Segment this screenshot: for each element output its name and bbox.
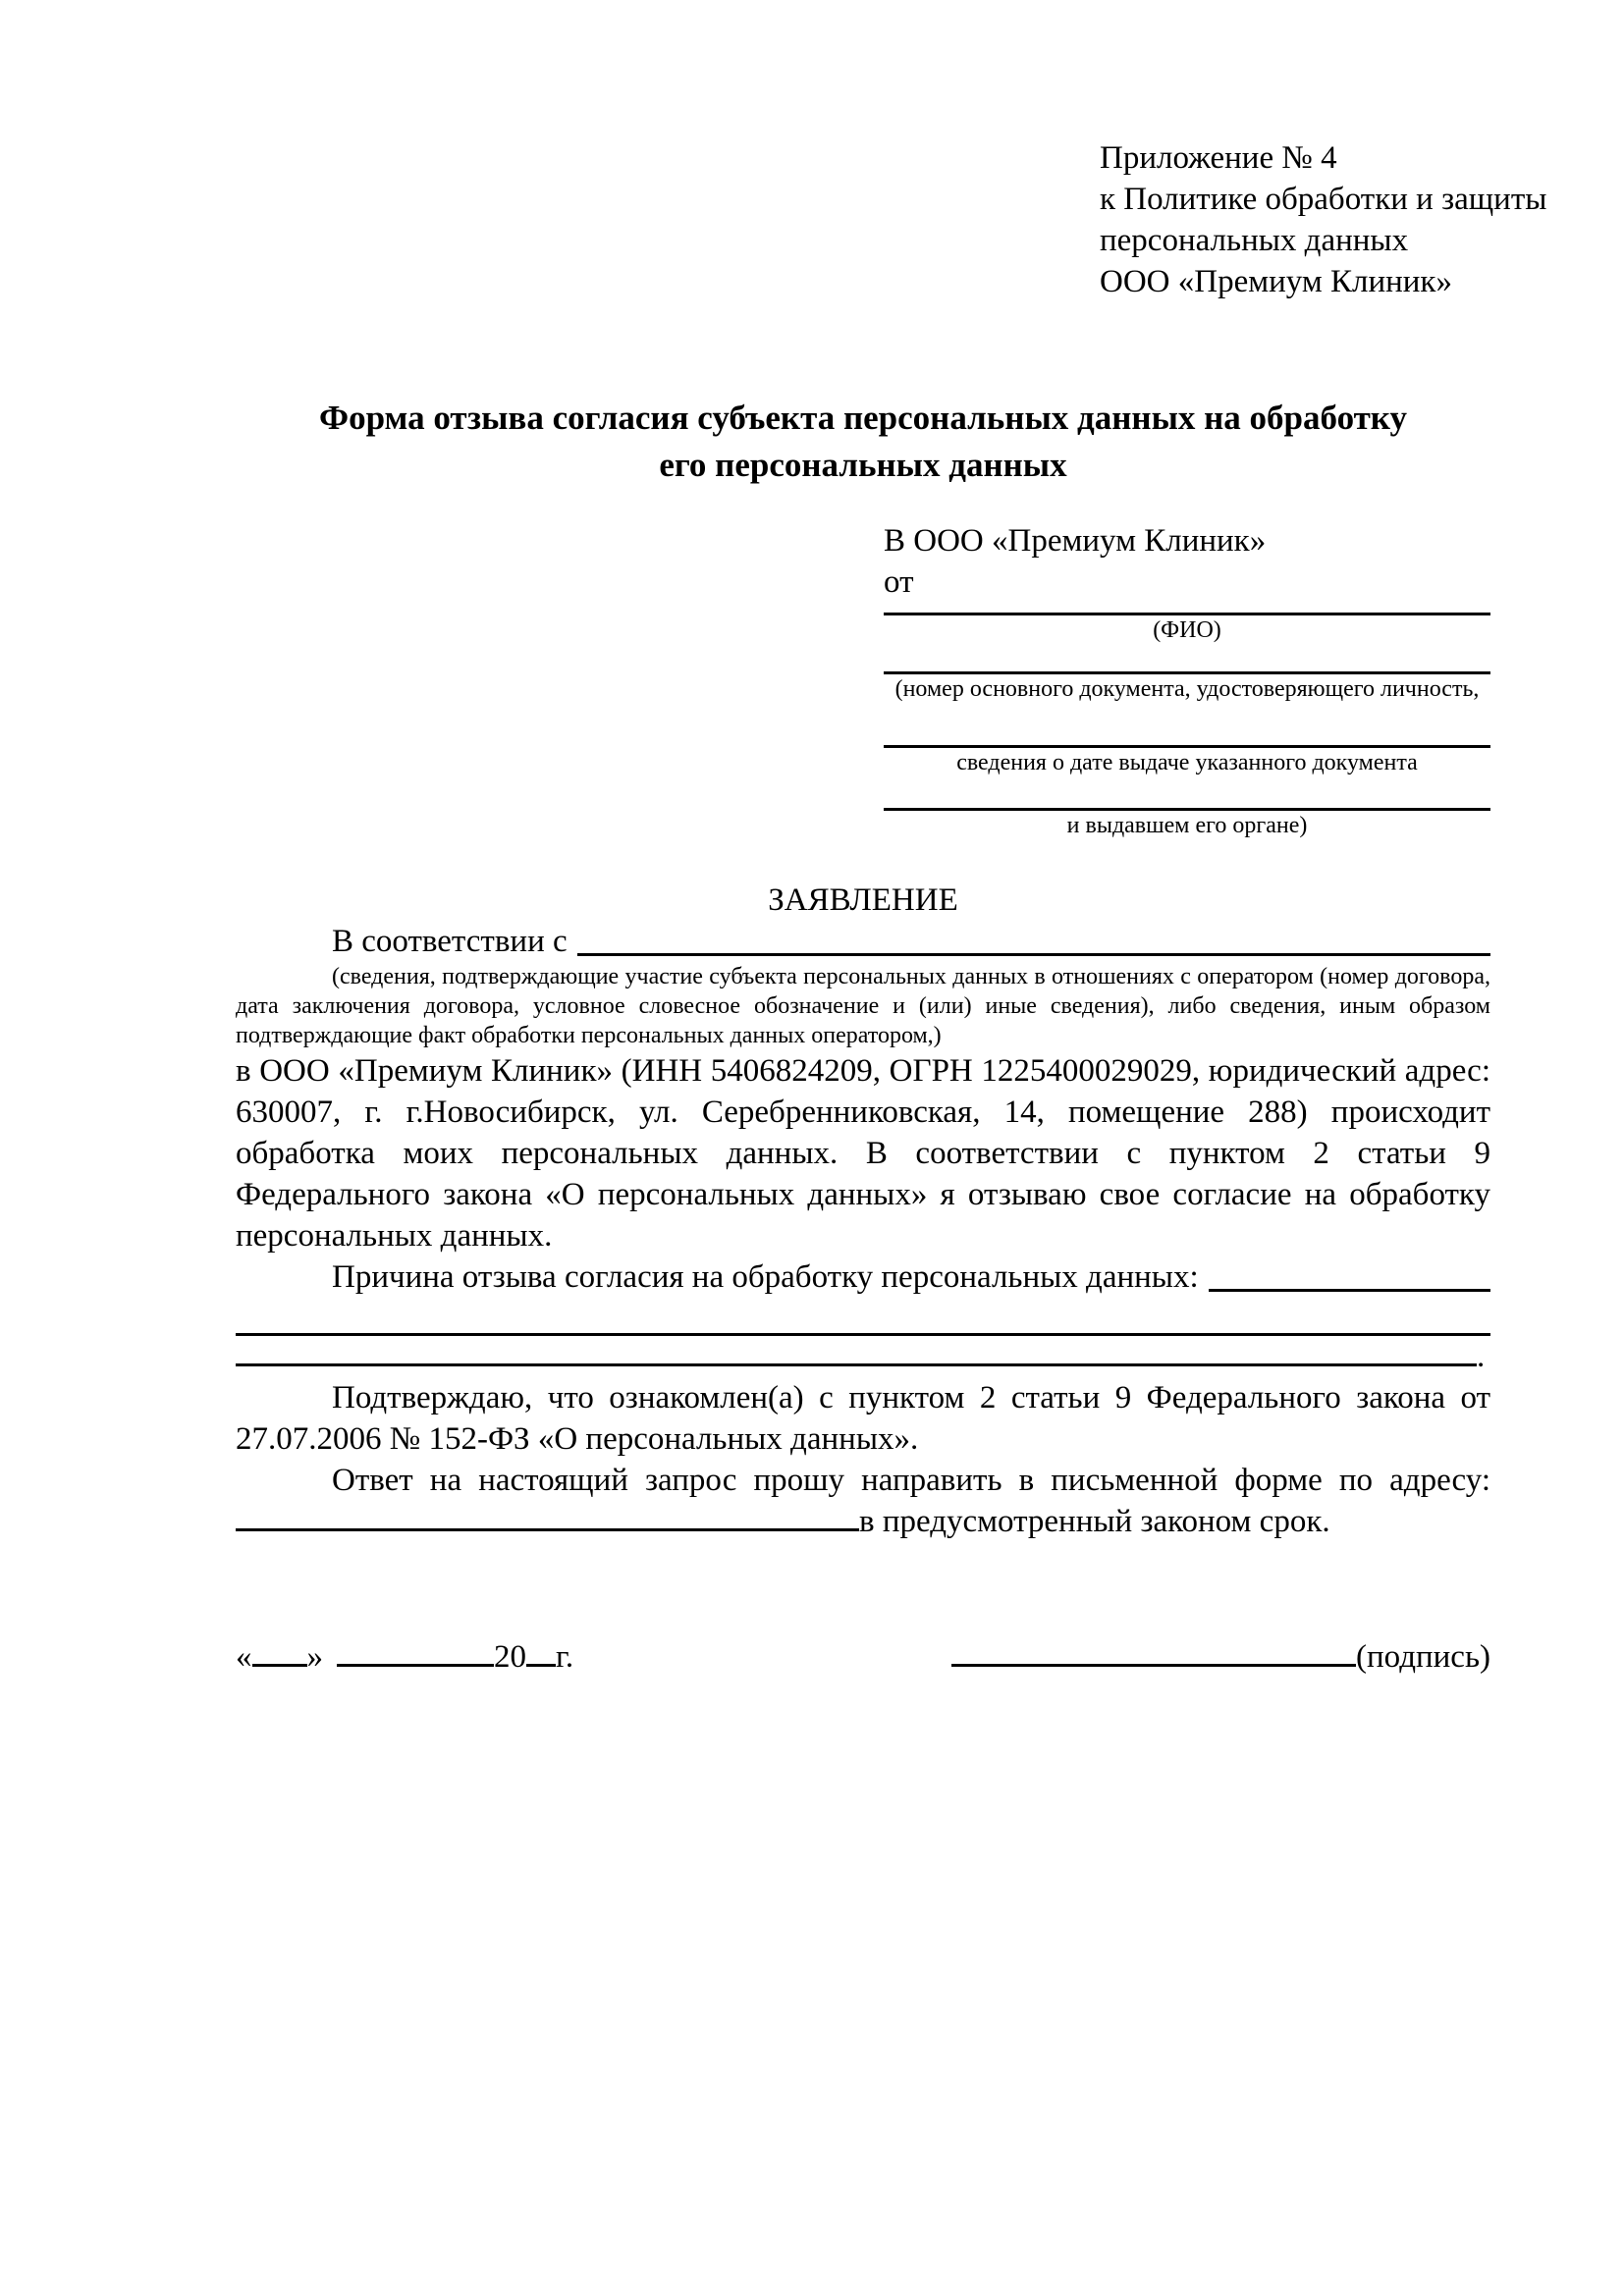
issuing-authority-caption: и выдавшем его органе) [1066, 813, 1308, 838]
basis-line [236, 921, 1490, 962]
reply-paragraph [236, 1460, 1490, 1542]
issue-date-blank-field [884, 704, 1490, 748]
month-blank-field [337, 1664, 494, 1667]
signature-line [951, 1636, 1490, 1678]
addressee-from-label: от [884, 564, 914, 600]
year-blank-field [526, 1664, 556, 1667]
reason-line [236, 1256, 1490, 1298]
fio-caption: (ФИО) [1153, 617, 1221, 643]
fio-blank-field [884, 603, 1490, 615]
reply-prefix: Ответ на настоящий запрос прошу направить в письменной форме по адресу: [332, 1463, 1490, 1498]
issuing-authority-blank-field [884, 777, 1490, 811]
confirmation-paragraph: Подтверждаю, что ознакомлен(а) с пунктом 2 статьи 9 Федерального закона от 27.07.2006 № 152-ФЗ «О персональных данных». [236, 1380, 1490, 1457]
day-blank-field [252, 1664, 307, 1667]
reason-blank-line-2 [236, 1336, 1490, 1377]
addressee-block [884, 520, 1490, 840]
addressee-to: В ООО «Премиум Клиник» [884, 523, 1267, 559]
reason-blank-line-2-rule [236, 1363, 1477, 1366]
reply-address-blank-field [236, 1528, 859, 1531]
date-line [236, 1636, 573, 1678]
basis-blank-field [577, 953, 1490, 956]
basis-hint: (сведения, подтверждающие участие субъекта персональных данных в отношениях с оператором (номер договора, дата заключения договора, условное словесное обозначение и (или) иные сведения), либо сведения, иным образом подтверждающие факт обработки персональных данных оператором,) [236, 964, 1490, 1048]
id-document-number-blank-field [884, 645, 1490, 674]
appendix-line: ООО «Премиум Клиник» [1100, 264, 1452, 299]
date-century: 20 [494, 1639, 526, 1675]
signature-caption: (подпись) [1356, 1639, 1490, 1675]
title-line: его персональных данных [659, 446, 1067, 484]
appendix-line: к Политике обработки и защиты [1100, 182, 1547, 217]
title-line: Форма отзыва согласия субъекта персональных данных на обработку [319, 399, 1407, 437]
statement-body-paragraph: в ООО «Премиум Клиник» (ИНН 5406824209, ОГРН 1225400029029, юридический адрес: 630007, г. г.Новосибирск, ул. Серебренниковская, 14, помещение 288) происходит обработка моих персональных данных. В соответствии с пунктом 2 статьи 9 Федерального закона «О персональных данных» я отзываю свое согласие на обработку персональных данных. [236, 1053, 1490, 1254]
reply-suffix: в предусмотренный законом срок. [859, 1504, 1330, 1539]
issue-date-caption: сведения о дате выдаче указанного документа [956, 750, 1418, 775]
blank-line-terminator: . [1477, 1339, 1486, 1374]
date-year-suffix: г. [556, 1639, 574, 1675]
basis-prefix-label: В соответствии с [332, 924, 568, 959]
date-open-quote: « [236, 1639, 252, 1675]
date-signature-row [236, 1636, 1490, 1678]
reason-label: Причина отзыва согласия на обработку персональных данных: [332, 1259, 1199, 1295]
appendix-line: персональных данных [1100, 223, 1409, 258]
statement-heading: ЗАЯВЛЕНИЕ [768, 882, 958, 918]
date-close-quote: » [306, 1639, 323, 1675]
id-document-number-caption: (номер основного документа, удостоверяющего личность, [894, 676, 1480, 702]
reason-blank-line-1 [236, 1298, 1490, 1336]
appendix-block [1100, 137, 1547, 302]
signature-blank-field [951, 1664, 1356, 1667]
appendix-line: Приложение № 4 [1100, 140, 1337, 176]
document-title [236, 395, 1490, 489]
reason-blank-field [1209, 1289, 1490, 1292]
